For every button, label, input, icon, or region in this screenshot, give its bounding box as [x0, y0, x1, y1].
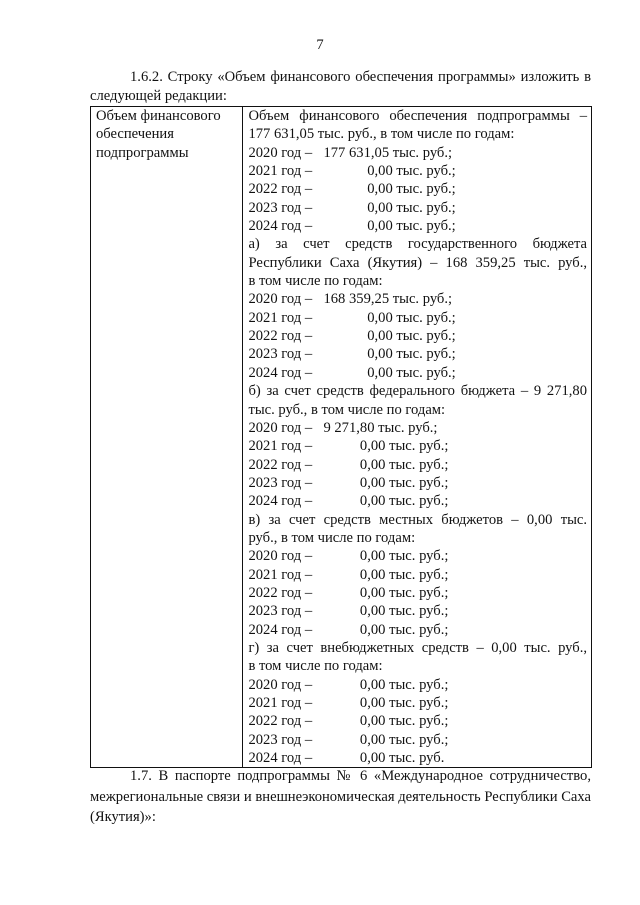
year-row [248, 180, 587, 198]
year-label: 2023 год – [248, 474, 313, 491]
extra-budgetary-heading-line: в том числе по годам: [248, 658, 383, 675]
financing-table [90, 106, 592, 768]
year-label: 2023 год – [248, 603, 313, 620]
local-budgets-heading-line: руб., в том числе по годам: [248, 529, 416, 546]
year-amount: 0,00 тыс. руб.; [323, 474, 449, 491]
year-row [248, 290, 587, 308]
year-row [248, 364, 587, 382]
year-label: 2020 год – [248, 676, 313, 693]
year-amount: 0,00 тыс. руб.; [323, 456, 449, 473]
year-label: 2021 год – [248, 438, 313, 455]
extra-budgetary-heading-line: г) за счет внебюджетных средств – 0,00 тыс. руб., [248, 639, 587, 656]
year-label: 2021 год – [248, 566, 313, 583]
year-amount: 0,00 тыс. руб. [323, 750, 445, 767]
year-row [248, 456, 587, 474]
year-label: 2021 год – [248, 695, 313, 711]
year-amount: 0,00 тыс. руб.; [323, 364, 456, 381]
year-row [248, 199, 587, 217]
year-row [248, 345, 587, 363]
state-budget-heading-line: а) за счет средств государственного бюджета [248, 236, 587, 253]
year-amount: 0,00 тыс. руб.; [323, 548, 449, 565]
year-amount: 0,00 тыс. руб.; [323, 603, 449, 620]
state-budget-heading-line: в том числе по годам: [248, 273, 383, 290]
year-row [248, 474, 587, 492]
year-amount: 0,00 тыс. руб.; [323, 676, 449, 693]
page-number: 7 [316, 37, 324, 53]
row-label-line: обеспечения [96, 126, 174, 143]
year-label: 2022 год – [248, 584, 313, 601]
intro-paragraph: 1.6.2. Строку «Объем финансового обеспечения программы» изложить в следующей редакции: [90, 69, 591, 104]
year-label: 2024 год – [248, 218, 313, 235]
year-row [248, 309, 587, 327]
year-row [248, 217, 587, 235]
row-label-line: подпрограммы [96, 144, 189, 161]
year-amount: 0,00 тыс. руб.; [323, 713, 449, 730]
table-row [91, 107, 592, 768]
year-amount: 0,00 тыс. руб.; [323, 695, 449, 711]
year-label: 2020 год – [248, 144, 313, 161]
year-amount: 0,00 тыс. руб.; [323, 584, 449, 601]
year-row [248, 621, 587, 639]
row-label-line: Объем финансового [96, 108, 221, 124]
year-label: 2024 год – [248, 621, 313, 638]
year-label: 2022 год – [248, 456, 313, 473]
year-label: 2020 год – [248, 548, 313, 565]
year-label: 2024 год – [248, 364, 313, 381]
year-row [248, 712, 587, 730]
total-heading-line: 177 631,05 тыс. руб., в том числе по годам: [248, 126, 515, 143]
year-label: 2023 год – [248, 346, 313, 363]
year-label: 2021 год – [248, 163, 313, 180]
year-label: 2024 год – [248, 750, 313, 767]
year-amount: 0,00 тыс. руб.; [323, 438, 449, 455]
outro-paragraph: 1.7. В паспорте подпрограммы № 6 «Международное сотрудничество, межрегиональные связи и внешнеэкономическая деятельность Республики Саха (Якутия)»: [90, 768, 591, 825]
year-row [248, 144, 587, 162]
year-amount: 0,00 тыс. руб.; [323, 346, 456, 363]
year-row [248, 749, 587, 767]
year-row [248, 584, 587, 602]
year-amount: 0,00 тыс. руб.; [323, 731, 449, 748]
year-row [248, 694, 587, 712]
year-label: 2020 год – [248, 419, 313, 436]
year-row [248, 676, 587, 694]
year-amount: 0,00 тыс. руб.; [323, 199, 456, 216]
year-amount: 0,00 тыс. руб.; [323, 328, 456, 345]
federal-budget-heading-line: тыс. руб., в том числе по годам: [248, 401, 446, 418]
year-amount: 0,00 тыс. руб.; [323, 566, 449, 583]
local-budgets-heading-line: в) за счет средств местных бюджетов – 0,00 тыс. [248, 511, 587, 528]
year-row [248, 547, 587, 565]
year-amount: 177 631,05 тыс. руб.; [323, 144, 453, 161]
year-amount: 0,00 тыс. руб.; [323, 493, 449, 510]
total-heading-line: Объем финансового обеспечения подпрограммы – [248, 108, 587, 124]
row-label-cell [91, 107, 243, 768]
row-value-cell [243, 107, 592, 768]
year-row [248, 327, 587, 345]
year-label: 2020 год – [248, 291, 313, 308]
year-label: 2022 год – [248, 328, 313, 345]
year-label: 2022 год – [248, 181, 313, 198]
federal-budget-heading-line: б) за счет средств федерального бюджета – 9 271,80 [248, 383, 587, 400]
year-label: 2022 год – [248, 713, 313, 730]
year-amount: 0,00 тыс. руб.; [323, 218, 456, 235]
year-label: 2023 год – [248, 199, 313, 216]
year-row [248, 492, 587, 510]
year-label: 2023 год – [248, 731, 313, 748]
year-amount: 0,00 тыс. руб.; [323, 309, 456, 326]
year-label: 2021 год – [248, 309, 313, 326]
year-amount: 9 271,80 тыс. руб.; [323, 419, 438, 436]
year-row [248, 162, 587, 180]
year-row [248, 437, 587, 455]
year-label: 2024 год – [248, 493, 313, 510]
year-row [248, 731, 587, 749]
year-row [248, 602, 587, 620]
year-amount: 0,00 тыс. руб.; [323, 621, 449, 638]
year-amount: 0,00 тыс. руб.; [323, 163, 456, 180]
year-amount: 168 359,25 тыс. руб.; [323, 291, 453, 308]
state-budget-heading-line: Республики Саха (Якутия) – 168 359,25 тыс. руб., [248, 254, 587, 271]
year-row [248, 419, 587, 437]
year-amount: 0,00 тыс. руб.; [323, 181, 456, 198]
year-row [248, 566, 587, 584]
